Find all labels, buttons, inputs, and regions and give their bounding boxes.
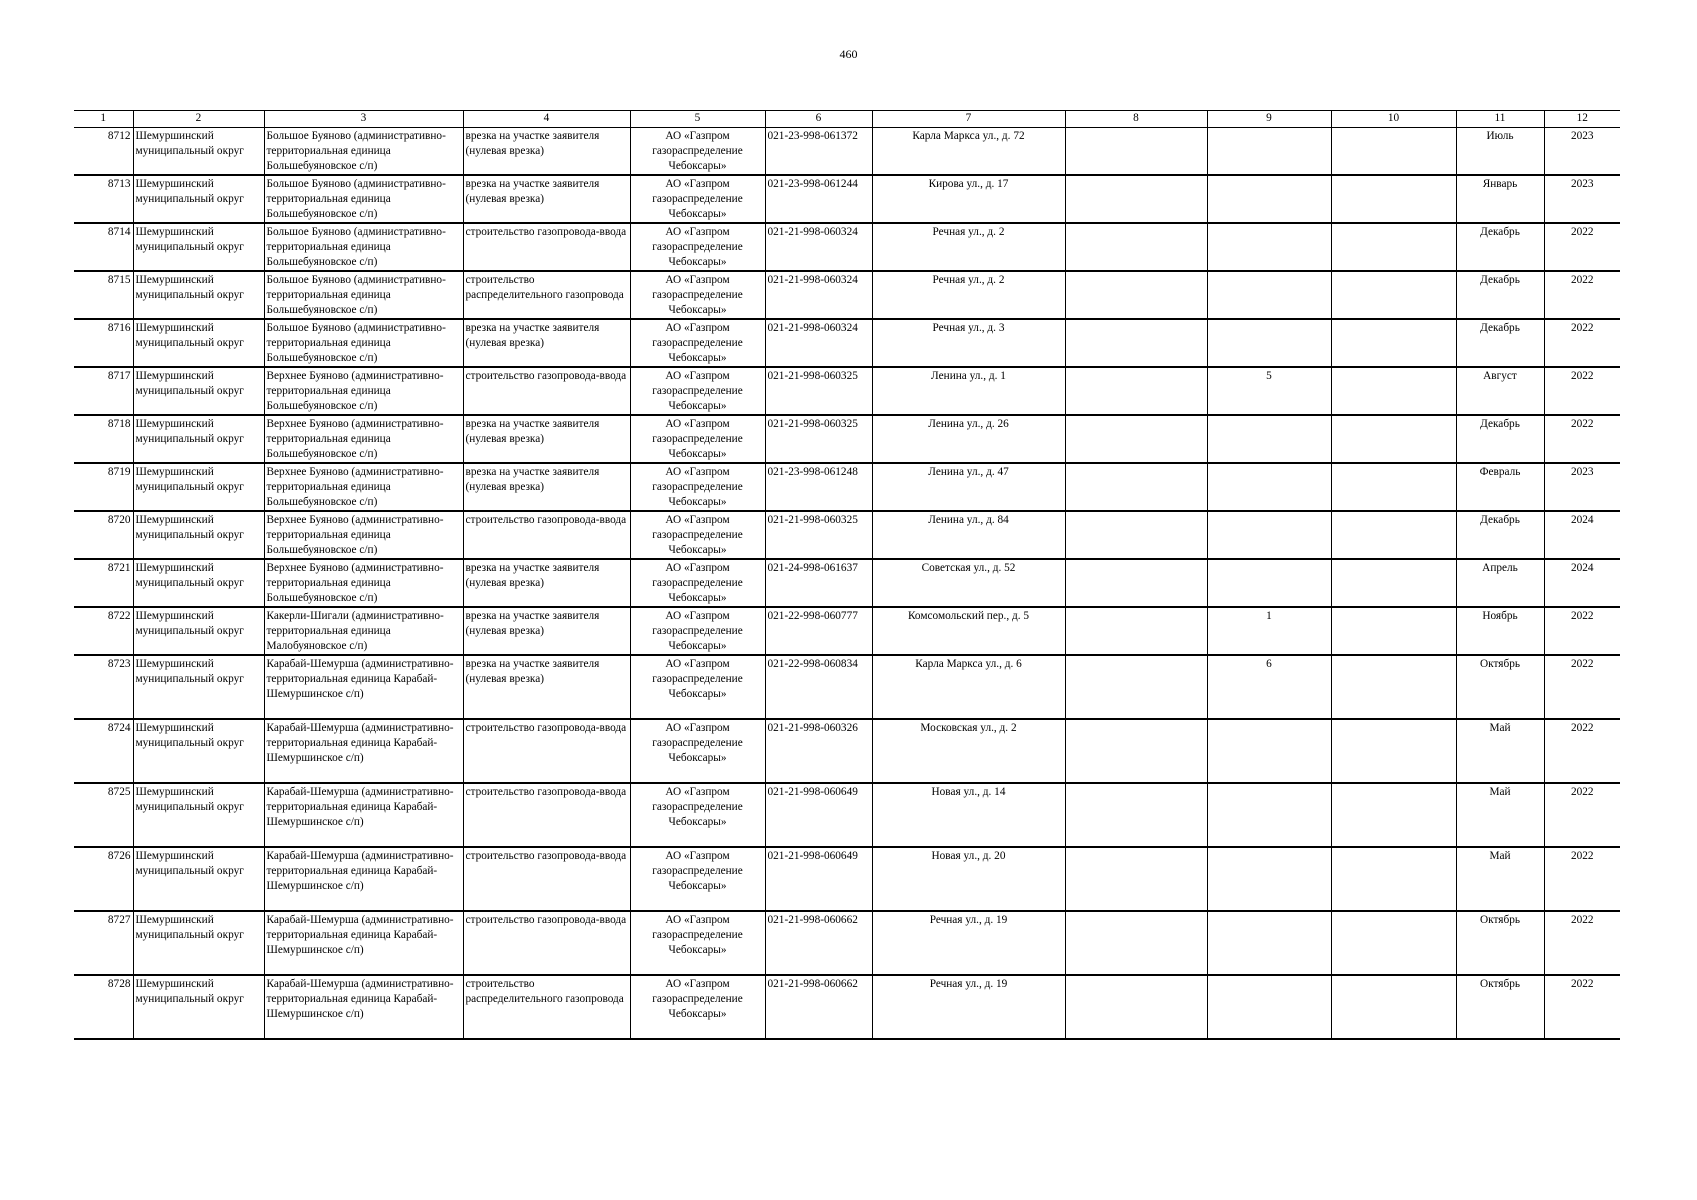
column-10-cell [1331, 655, 1456, 719]
column-9-cell: 6 [1207, 655, 1331, 719]
organization-cell: АО «Газпром газораспределение Чебоксары» [630, 271, 765, 319]
settlement-cell: Большое Буяново (административно-территориальная единица Большебуяновское с/п) [264, 175, 463, 223]
row-number-cell: 8715 [74, 271, 133, 319]
column-header: 11 [1456, 111, 1544, 128]
column-10-cell [1331, 511, 1456, 559]
district-cell: Шемуршинский муниципальный округ [133, 367, 264, 415]
work-type-cell: врезка на участке заявителя (нулевая врезка) [463, 319, 630, 367]
column-8-cell [1065, 223, 1207, 271]
address-cell: Московская ул., д. 2 [872, 719, 1065, 783]
column-header: 8 [1065, 111, 1207, 128]
column-8-cell [1065, 463, 1207, 511]
organization-cell: АО «Газпром газораспределение Чебоксары» [630, 911, 765, 975]
year-cell: 2024 [1544, 511, 1620, 559]
row-number-cell: 8724 [74, 719, 133, 783]
table-row [74, 319, 1620, 367]
address-cell: Ленина ул., д. 84 [872, 511, 1065, 559]
column-10-cell [1331, 271, 1456, 319]
settlement-cell: Верхнее Буяново (административно-территориальная единица Большебуяновское с/п) [264, 367, 463, 415]
work-type-cell: строительство газопровода-ввода [463, 511, 630, 559]
column-header: 12 [1544, 111, 1620, 128]
column-10-cell [1331, 911, 1456, 975]
work-type-cell: врезка на участке заявителя (нулевая врезка) [463, 655, 630, 719]
work-type-cell: врезка на участке заявителя (нулевая врезка) [463, 128, 630, 176]
column-8-cell [1065, 847, 1207, 911]
address-cell: Карла Маркса ул., д. 72 [872, 128, 1065, 176]
address-cell: Речная ул., д. 2 [872, 271, 1065, 319]
district-cell: Шемуршинский муниципальный округ [133, 655, 264, 719]
column-8-cell [1065, 175, 1207, 223]
month-cell: Декабрь [1456, 415, 1544, 463]
column-9-cell [1207, 128, 1331, 176]
settlement-cell: Карабай-Шемурша (административно-территориальная единица Карабай-Шемуршинское с/п) [264, 975, 463, 1039]
settlement-cell: Карабай-Шемурша (административно-территориальная единица Карабай-Шемуршинское с/п) [264, 719, 463, 783]
table-row [74, 655, 1620, 719]
month-cell: Декабрь [1456, 511, 1544, 559]
row-number-cell: 8717 [74, 367, 133, 415]
month-cell: Ноябрь [1456, 607, 1544, 655]
settlement-cell: Большое Буяново (административно-территориальная единица Большебуяновское с/п) [264, 128, 463, 176]
work-type-cell: строительство газопровода-ввода [463, 783, 630, 847]
column-10-cell [1331, 463, 1456, 511]
month-cell: Июль [1456, 128, 1544, 176]
address-cell: Новая ул., д. 20 [872, 847, 1065, 911]
column-8-cell [1065, 607, 1207, 655]
month-cell: Февраль [1456, 463, 1544, 511]
address-cell: Ленина ул., д. 1 [872, 367, 1065, 415]
column-10-cell [1331, 975, 1456, 1039]
table-row [74, 607, 1620, 655]
address-cell: Ленина ул., д. 47 [872, 463, 1065, 511]
column-8-cell [1065, 655, 1207, 719]
registration-code-cell: 021-21-998-060325 [765, 511, 872, 559]
month-cell: Декабрь [1456, 223, 1544, 271]
address-cell: Карла Маркса ул., д. 6 [872, 655, 1065, 719]
registration-code-cell: 021-21-998-060649 [765, 847, 872, 911]
district-cell: Шемуршинский муниципальный округ [133, 511, 264, 559]
column-header: 10 [1331, 111, 1456, 128]
column-8-cell [1065, 511, 1207, 559]
column-9-cell [1207, 223, 1331, 271]
row-number-cell: 8727 [74, 911, 133, 975]
organization-cell: АО «Газпром газораспределение Чебоксары» [630, 607, 765, 655]
registration-code-cell: 021-21-998-060324 [765, 319, 872, 367]
work-type-cell: врезка на участке заявителя (нулевая врезка) [463, 463, 630, 511]
district-cell: Шемуршинский муниципальный округ [133, 175, 264, 223]
settlement-cell: Большое Буяново (административно-территориальная единица Большебуяновское с/п) [264, 271, 463, 319]
table-row [74, 367, 1620, 415]
organization-cell: АО «Газпром газораспределение Чебоксары» [630, 463, 765, 511]
year-cell: 2022 [1544, 911, 1620, 975]
row-number-cell: 8716 [74, 319, 133, 367]
address-cell: Речная ул., д. 19 [872, 911, 1065, 975]
year-cell: 2022 [1544, 271, 1620, 319]
row-number-cell: 8720 [74, 511, 133, 559]
district-cell: Шемуршинский муниципальный округ [133, 319, 264, 367]
settlement-cell: Большое Буяново (административно-территориальная единица Большебуяновское с/п) [264, 223, 463, 271]
column-9-cell [1207, 463, 1331, 511]
settlement-cell: Какерли-Шигали (административно-территориальная единица Малобуяновское с/п) [264, 607, 463, 655]
organization-cell: АО «Газпром газораспределение Чебоксары» [630, 319, 765, 367]
month-cell: Январь [1456, 175, 1544, 223]
column-9-cell [1207, 175, 1331, 223]
column-9-cell: 5 [1207, 367, 1331, 415]
work-type-cell: строительство газопровода-ввода [463, 847, 630, 911]
district-cell: Шемуршинский муниципальный округ [133, 783, 264, 847]
year-cell: 2022 [1544, 847, 1620, 911]
table-row [74, 911, 1620, 975]
settlement-cell: Верхнее Буяново (административно-территориальная единица Большебуяновское с/п) [264, 559, 463, 607]
table-row [74, 975, 1620, 1039]
column-header: 4 [463, 111, 630, 128]
organization-cell: АО «Газпром газораспределение Чебоксары» [630, 783, 765, 847]
registration-code-cell: 021-21-998-060324 [765, 271, 872, 319]
organization-cell: АО «Газпром газораспределение Чебоксары» [630, 367, 765, 415]
column-number-header-row [74, 111, 1620, 128]
column-header: 7 [872, 111, 1065, 128]
year-cell: 2024 [1544, 559, 1620, 607]
column-9-cell [1207, 847, 1331, 911]
organization-cell: АО «Газпром газораспределение Чебоксары» [630, 223, 765, 271]
column-10-cell [1331, 559, 1456, 607]
table-row [74, 511, 1620, 559]
registration-code-cell: 021-23-998-061248 [765, 463, 872, 511]
table-row [74, 719, 1620, 783]
work-type-cell: строительство газопровода-ввода [463, 223, 630, 271]
column-9-cell: 1 [1207, 607, 1331, 655]
organization-cell: АО «Газпром газораспределение Чебоксары» [630, 975, 765, 1039]
organization-cell: АО «Газпром газораспределение Чебоксары» [630, 415, 765, 463]
registration-code-cell: 021-21-998-060662 [765, 911, 872, 975]
table-row [74, 128, 1620, 176]
column-10-cell [1331, 367, 1456, 415]
year-cell: 2022 [1544, 719, 1620, 783]
column-8-cell [1065, 319, 1207, 367]
organization-cell: АО «Газпром газораспределение Чебоксары» [630, 847, 765, 911]
address-cell: Кирова ул., д. 17 [872, 175, 1065, 223]
column-8-cell [1065, 559, 1207, 607]
column-9-cell [1207, 559, 1331, 607]
month-cell: Октябрь [1456, 911, 1544, 975]
district-cell: Шемуршинский муниципальный округ [133, 271, 264, 319]
settlement-cell: Карабай-Шемурша (административно-территориальная единица Карабай-Шемуршинское с/п) [264, 911, 463, 975]
month-cell: Май [1456, 719, 1544, 783]
column-10-cell [1331, 847, 1456, 911]
year-cell: 2022 [1544, 607, 1620, 655]
registration-code-cell: 021-23-998-061372 [765, 128, 872, 176]
column-10-cell [1331, 319, 1456, 367]
district-cell: Шемуршинский муниципальный округ [133, 719, 264, 783]
address-cell: Речная ул., д. 19 [872, 975, 1065, 1039]
column-8-cell [1065, 271, 1207, 319]
row-number-cell: 8712 [74, 128, 133, 176]
address-cell: Речная ул., д. 3 [872, 319, 1065, 367]
registration-code-cell: 021-24-998-061637 [765, 559, 872, 607]
work-type-cell: строительство газопровода-ввода [463, 719, 630, 783]
month-cell: Октябрь [1456, 655, 1544, 719]
column-header: 9 [1207, 111, 1331, 128]
row-number-cell: 8728 [74, 975, 133, 1039]
column-header: 5 [630, 111, 765, 128]
table-row [74, 415, 1620, 463]
settlement-cell: Большое Буяново (административно-территориальная единица Большебуяновское с/п) [264, 319, 463, 367]
column-10-cell [1331, 783, 1456, 847]
row-number-cell: 8719 [74, 463, 133, 511]
organization-cell: АО «Газпром газораспределение Чебоксары» [630, 128, 765, 176]
row-number-cell: 8714 [74, 223, 133, 271]
page-number: 460 [839, 47, 858, 61]
address-cell: Новая ул., д. 14 [872, 783, 1065, 847]
month-cell: Август [1456, 367, 1544, 415]
settlement-cell: Карабай-Шемурша (административно-территориальная единица Карабай-Шемуршинское с/п) [264, 655, 463, 719]
register-table [74, 110, 1620, 1040]
column-10-cell [1331, 607, 1456, 655]
district-cell: Шемуршинский муниципальный округ [133, 847, 264, 911]
month-cell: Декабрь [1456, 271, 1544, 319]
settlement-cell: Карабай-Шемурша (административно-территориальная единица Карабай-Шемуршинское с/п) [264, 847, 463, 911]
district-cell: Шемуршинский муниципальный округ [133, 128, 264, 176]
table-row [74, 783, 1620, 847]
table-row [74, 223, 1620, 271]
row-number-cell: 8726 [74, 847, 133, 911]
column-8-cell [1065, 367, 1207, 415]
column-9-cell [1207, 415, 1331, 463]
year-cell: 2022 [1544, 415, 1620, 463]
work-type-cell: строительство распределительного газопровода [463, 975, 630, 1039]
organization-cell: АО «Газпром газораспределение Чебоксары» [630, 559, 765, 607]
work-type-cell: строительство газопровода-ввода [463, 911, 630, 975]
month-cell: Май [1456, 847, 1544, 911]
month-cell: Май [1456, 783, 1544, 847]
registration-code-cell: 021-21-998-060325 [765, 415, 872, 463]
year-cell: 2022 [1544, 783, 1620, 847]
column-header: 6 [765, 111, 872, 128]
work-type-cell: строительство распределительного газопровода [463, 271, 630, 319]
table-row [74, 271, 1620, 319]
table-row [74, 463, 1620, 511]
registration-code-cell: 021-21-998-060649 [765, 783, 872, 847]
district-cell: Шемуршинский муниципальный округ [133, 911, 264, 975]
column-10-cell [1331, 415, 1456, 463]
year-cell: 2023 [1544, 463, 1620, 511]
work-type-cell: врезка на участке заявителя (нулевая врезка) [463, 607, 630, 655]
year-cell: 2022 [1544, 367, 1620, 415]
column-8-cell [1065, 415, 1207, 463]
column-9-cell [1207, 911, 1331, 975]
row-number-cell: 8713 [74, 175, 133, 223]
district-cell: Шемуршинский муниципальный округ [133, 415, 264, 463]
column-9-cell [1207, 319, 1331, 367]
column-9-cell [1207, 511, 1331, 559]
table-body [74, 128, 1620, 1040]
column-10-cell [1331, 128, 1456, 176]
column-9-cell [1207, 719, 1331, 783]
month-cell: Декабрь [1456, 319, 1544, 367]
row-number-cell: 8721 [74, 559, 133, 607]
settlement-cell: Верхнее Буяново (административно-территориальная единица Большебуяновское с/п) [264, 463, 463, 511]
organization-cell: АО «Газпром газораспределение Чебоксары» [630, 175, 765, 223]
organization-cell: АО «Газпром газораспределение Чебоксары» [630, 511, 765, 559]
row-number-cell: 8722 [74, 607, 133, 655]
registration-code-cell: 021-23-998-061244 [765, 175, 872, 223]
column-10-cell [1331, 223, 1456, 271]
address-cell: Речная ул., д. 2 [872, 223, 1065, 271]
work-type-cell: врезка на участке заявителя (нулевая врезка) [463, 559, 630, 607]
year-cell: 2022 [1544, 223, 1620, 271]
settlement-cell: Карабай-Шемурша (административно-территориальная единица Карабай-Шемуршинское с/п) [264, 783, 463, 847]
year-cell: 2023 [1544, 128, 1620, 176]
row-number-cell: 8723 [74, 655, 133, 719]
year-cell: 2023 [1544, 175, 1620, 223]
settlement-cell: Верхнее Буяново (административно-территориальная единица Большебуяновское с/п) [264, 511, 463, 559]
column-9-cell [1207, 783, 1331, 847]
row-number-cell: 8725 [74, 783, 133, 847]
registration-code-cell: 021-21-998-060326 [765, 719, 872, 783]
column-10-cell [1331, 719, 1456, 783]
district-cell: Шемуршинский муниципальный округ [133, 559, 264, 607]
row-number-cell: 8718 [74, 415, 133, 463]
column-8-cell [1065, 975, 1207, 1039]
month-cell: Апрель [1456, 559, 1544, 607]
address-cell: Комсомольский пер., д. 5 [872, 607, 1065, 655]
year-cell: 2022 [1544, 655, 1620, 719]
organization-cell: АО «Газпром газораспределение Чебоксары» [630, 655, 765, 719]
column-9-cell [1207, 975, 1331, 1039]
address-cell: Ленина ул., д. 26 [872, 415, 1065, 463]
table-row [74, 847, 1620, 911]
organization-cell: АО «Газпром газораспределение Чебоксары» [630, 719, 765, 783]
registration-code-cell: 021-22-998-060777 [765, 607, 872, 655]
column-8-cell [1065, 783, 1207, 847]
work-type-cell: врезка на участке заявителя (нулевая врезка) [463, 415, 630, 463]
year-cell: 2022 [1544, 319, 1620, 367]
registration-code-cell: 021-22-998-060834 [765, 655, 872, 719]
month-cell: Октябрь [1456, 975, 1544, 1039]
work-type-cell: врезка на участке заявителя (нулевая врезка) [463, 175, 630, 223]
column-8-cell [1065, 719, 1207, 783]
address-cell: Советская ул., д. 52 [872, 559, 1065, 607]
column-header: 3 [264, 111, 463, 128]
registration-code-cell: 021-21-998-060325 [765, 367, 872, 415]
column-10-cell [1331, 175, 1456, 223]
column-8-cell [1065, 911, 1207, 975]
column-9-cell [1207, 271, 1331, 319]
district-cell: Шемуршинский муниципальный округ [133, 223, 264, 271]
column-header: 2 [133, 111, 264, 128]
column-header: 1 [74, 111, 133, 128]
work-type-cell: строительство газопровода-ввода [463, 367, 630, 415]
registration-code-cell: 021-21-998-060324 [765, 223, 872, 271]
table-row [74, 175, 1620, 223]
column-8-cell [1065, 128, 1207, 176]
district-cell: Шемуршинский муниципальный округ [133, 607, 264, 655]
district-cell: Шемуршинский муниципальный округ [133, 463, 264, 511]
registration-code-cell: 021-21-998-060662 [765, 975, 872, 1039]
settlement-cell: Верхнее Буяново (административно-территориальная единица Большебуяновское с/п) [264, 415, 463, 463]
district-cell: Шемуршинский муниципальный округ [133, 975, 264, 1039]
year-cell: 2022 [1544, 975, 1620, 1039]
table-row [74, 559, 1620, 607]
